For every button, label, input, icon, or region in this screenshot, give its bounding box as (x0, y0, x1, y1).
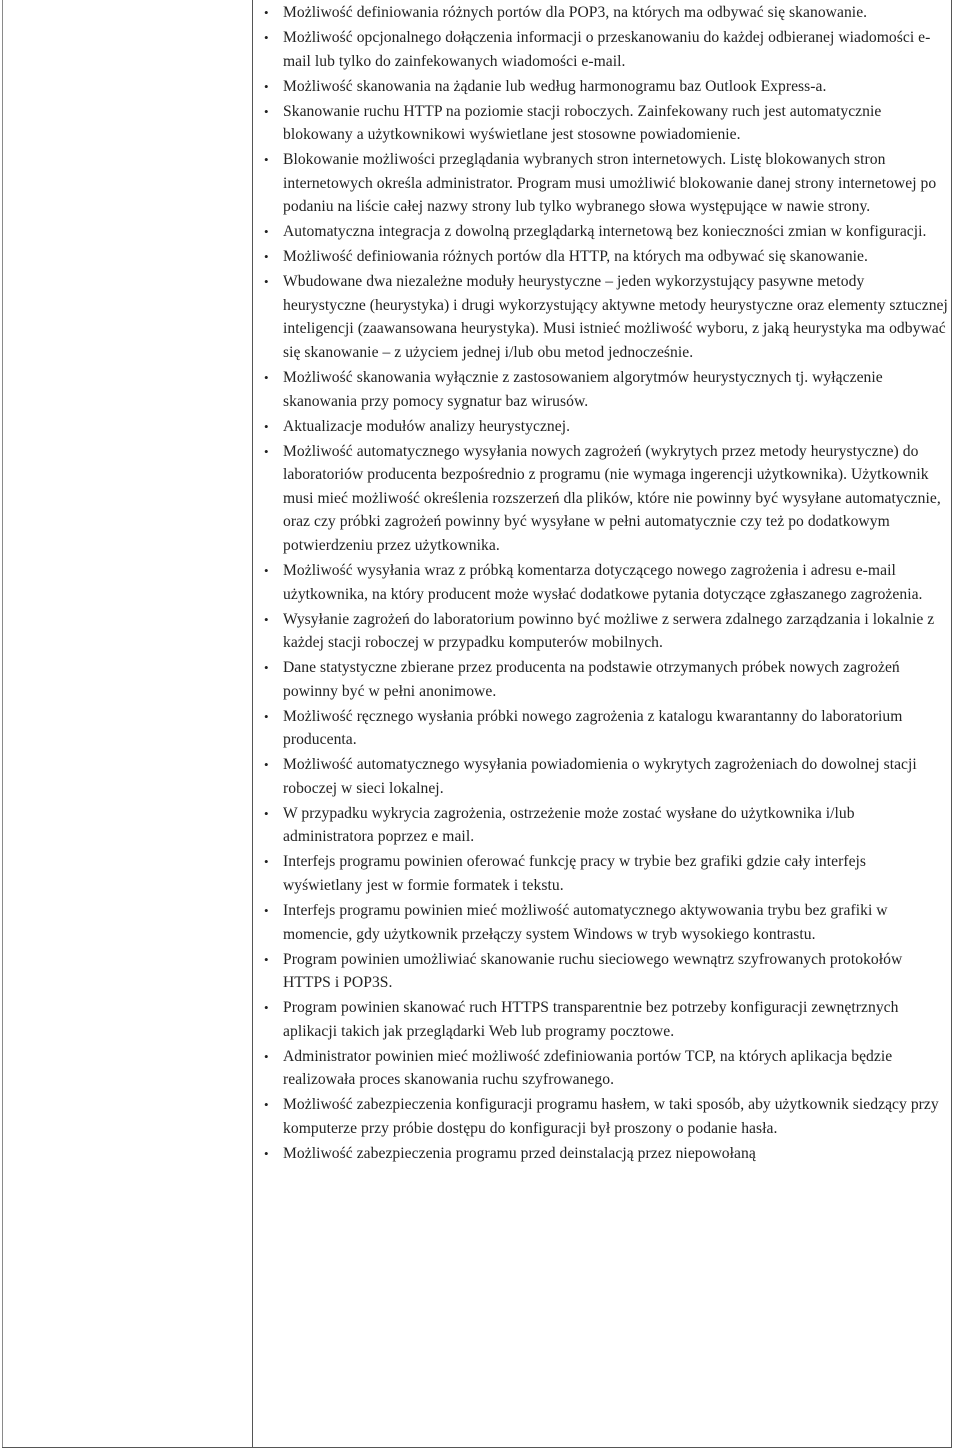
list-item (258, 753, 948, 800)
list-item-text: Możliwość skanowania na żądanie lub według harmonogramu baz Outlook Express-a. (283, 77, 827, 95)
bullet-icon: • (264, 708, 269, 724)
list-item (258, 850, 948, 897)
list-item-text: Interfejs programu powinien oferować funkcję pracy w trybie bez grafiki gdzie cały interfejs wyświetlany jest w formie formatek i tekstu. (283, 853, 867, 895)
bullet-icon: • (264, 611, 269, 627)
list-item (258, 220, 948, 244)
table-right-border (951, 0, 952, 1448)
bullet-icon: • (264, 1000, 269, 1016)
table-content-cell (258, 1, 948, 1167)
list-item-text: W przypadku wykrycia zagrożenia, ostrzeżenie może zostać wysłane do użytkownika i/lub administratora poprzez e mail. (283, 804, 855, 846)
bullet-icon: • (264, 951, 269, 967)
bullet-icon: • (264, 152, 269, 168)
list-item (258, 26, 948, 73)
list-item-text: Interfejs programu powinien mieć możliwość automatycznego aktywowania trybu bez grafiki w momencie, gdy użytkownik przełączy system Windows w tryb wysokiego kontrastu. (283, 902, 888, 943)
table-bottom-border (2, 1447, 952, 1448)
list-item (258, 996, 948, 1043)
list-item (258, 270, 948, 364)
list-item-text: Blokowanie możliwości przeglądania wybranych stron internetowych. Listę blokowanych stron internetowych określa administrator. Program musi umożliwić blokowanie danej strony internetowej po podaniu na liście całej nazwy strony lub tylko wybranego słowa występujące w nawie strony. (283, 151, 937, 216)
list-item-text: Możliwość zabezpieczenia konfiguracji programu hasłem, w taki sposób, aby użytkownik siedzący przy komputerze przy próbie dostępu do konfiguracji był proszony o podanie hasła. (283, 1096, 939, 1137)
bullet-icon: • (264, 274, 269, 290)
list-item-text: Możliwość definiowania różnych portów dla HTTP, na których ma odbywać się skanowanie. (283, 248, 868, 266)
list-item-text: Możliwość definiowania różnych portów dla POP3, na których ma odbywać się skanowanie. (283, 4, 868, 21)
list-item-text: Automatyczna integracja z dowolną przeglądarką internetową bez konieczności zmian w konfiguracji. (283, 223, 927, 241)
list-item (258, 440, 948, 558)
list-item (258, 1093, 948, 1140)
list-item-text: Program powinien skanować ruch HTTPS transparentnie bez potrzeby konfiguracji zewnętrznych aplikacji takich jak przeglądarki Web lub programy pocztowe. (283, 999, 899, 1040)
requirements-bullet-list (258, 1, 948, 1165)
list-item (258, 802, 948, 849)
list-item (258, 899, 948, 946)
list-item (258, 148, 948, 219)
list-item (258, 75, 948, 99)
bullet-icon: • (264, 249, 269, 265)
list-item-text: Administrator powinien mieć możliwość zdefiniowania portów TCP, na których aplikacja będzie realizowała proces skanowania ruchu szyfrowanego. (283, 1047, 893, 1089)
list-item-text: Wysyłanie zagrożeń do laboratorium powinno być możliwe z serwera zdalnego zarządzania i lokalnie z każdej stacji roboczej w przypadku komputerów mobilnych. (283, 610, 935, 652)
bullet-icon: • (264, 660, 269, 676)
bullet-icon: • (264, 29, 269, 45)
list-item-text: Skanowanie ruchu HTTP na poziomie stacji roboczych. Zainfekowany ruch jest automatycznie blokowany a użytkownikowi wyświetlane jest stosowne powiadomienie. (283, 102, 882, 144)
list-item-text: Możliwość opcjonalnego dołączenia informacji o przeskanowaniu do każdej odbieranej wiadomości e-mail lub tylko do zainfekowanych wiadomości e-mail. (283, 28, 931, 70)
list-item (258, 100, 948, 147)
list-item (258, 608, 948, 655)
table-column-divider (252, 0, 253, 1448)
list-item (258, 1, 948, 25)
list-item (258, 948, 948, 995)
list-item-text: Możliwość automatycznego wysyłania powiadomienia o wykrytych zagrożeniach do dowolnej stacji roboczej w sieci lokalnej. (283, 756, 917, 797)
bullet-icon: • (264, 1097, 269, 1113)
list-item-text: Program powinien umożliwiać skanowanie ruchu sieciowego wewnątrz szyfrowanych protokołów HTTPS i POP3S. (283, 950, 903, 992)
bullet-icon: • (264, 5, 269, 20)
list-item-text: Możliwość skanowania wyłącznie z zastosowaniem algorytmów heurystycznych tj. wyłączenie skanowania przy pomocy sygnatur baz wirusów. (283, 369, 883, 410)
list-item-text: Aktualizacje modułów analizy heurystycznej. (283, 417, 571, 435)
bullet-icon: • (264, 1048, 269, 1064)
bullet-icon: • (264, 418, 269, 434)
list-item (258, 1045, 948, 1092)
list-item-text: Dane statystyczne zbierane przez producenta na podstawie otrzymanych próbek nowych zagrożeń powinny być w pełni anonimowe. (283, 659, 900, 700)
list-item-text: Możliwość zabezpieczenia programu przed deinstalacją przez niepowołaną (283, 1144, 756, 1162)
list-item-text: Możliwość wysyłania wraz z próbką komentarza dotyczącego nowego zagrożenia i adresu e-mail użytkownika, na który producent może wysłać dodatkowe pytania dotyczące zgłaszanego zagrożenia. (283, 561, 923, 603)
list-item (258, 705, 948, 752)
list-item (258, 366, 948, 413)
list-item (258, 245, 948, 269)
list-item (258, 1142, 948, 1166)
bullet-icon: • (264, 1145, 269, 1161)
list-item-text: Możliwość ręcznego wysłania próbki nowego zagrożenia z katalogu kwarantanny do laboratorium producenta. (283, 707, 903, 749)
bullet-icon: • (264, 78, 269, 94)
bullet-icon: • (264, 903, 269, 918)
bullet-icon: • (264, 562, 269, 578)
bullet-icon: • (264, 805, 269, 821)
bullet-icon: • (264, 224, 269, 240)
bullet-icon: • (264, 443, 269, 459)
bullet-icon: • (264, 854, 269, 870)
bullet-icon: • (264, 757, 269, 773)
table-left-cell (3, 0, 252, 1447)
list-item (258, 415, 948, 439)
list-item (258, 656, 948, 703)
bullet-icon: • (264, 370, 269, 386)
list-item (258, 559, 948, 606)
list-item-text: Wbudowane dwa niezależne moduły heurystyczne – jeden wykorzystujący pasywne metody heurystyczne (heurystyka) i drugi wykorzystujący aktywne metody heurystyczne oraz elementy sztucznej inteligencji (zaawansowana heurystyka). Musi istnieć możliwość wyboru, z jaką heurystyka ma odbywać się skanowanie – z użyciem jednej i/lub obu metod jednocześnie. (283, 273, 948, 362)
bullet-icon: • (264, 103, 269, 119)
list-item-text: Możliwość automatycznego wysyłania nowych zagrożeń (wykrytych przez metody heurystyczne) do laboratoriów producenta bezpośrednio z programu (nie wymaga ingerencji użytkownika). Użytkownik musi mieć możliwość określenia rozszerzeń dla plików, które nie powinny być wysyłane automatycznie, oraz czy próbki zagrożeń powinny być wysyłane w pełni automatycznie czy też po dodatkowym potwierdzeniu przez użytkownika. (283, 442, 941, 554)
